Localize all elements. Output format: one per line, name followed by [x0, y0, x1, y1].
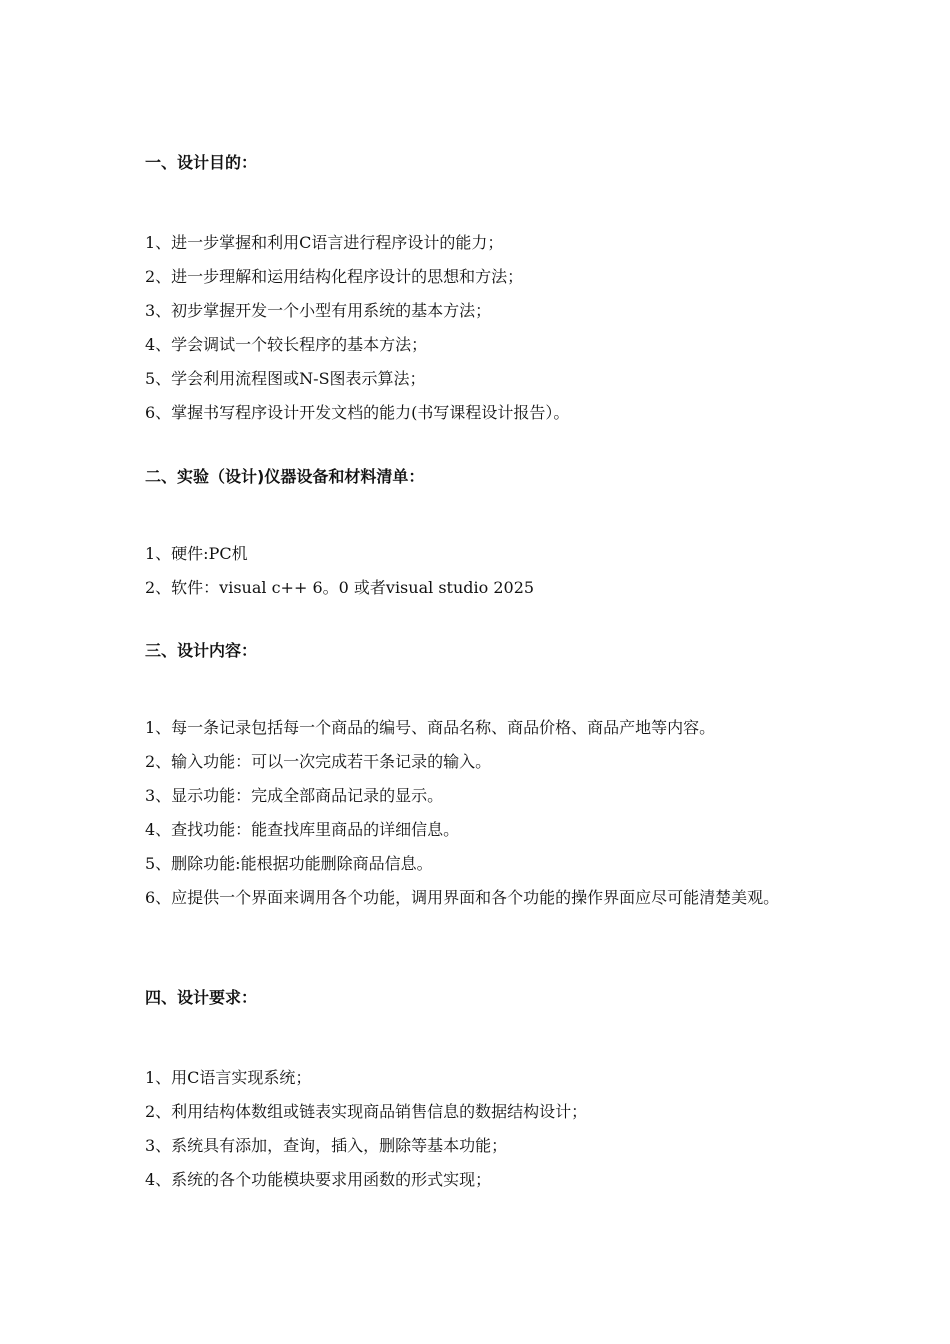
list-item: 5、删除功能:能根据功能删除商品信息。 [145, 854, 433, 873]
section-design-purpose-list [145, 226, 835, 430]
list-item: 3、显示功能：完成全部商品记录的显示。 [145, 786, 444, 805]
list-item: 1、用C语言实现系统； [145, 1068, 312, 1087]
section-heading: 二、实验（设计)仪器设备和材料清单： [145, 467, 425, 486]
list-item: 4、学会调试一个较长程序的基本方法； [145, 335, 428, 354]
item-list [145, 537, 835, 605]
item-list [145, 1061, 835, 1197]
section-design-requirements-list [145, 1061, 835, 1197]
list-item: 3、初步掌握开发一个小型有用系统的基本方法； [145, 301, 492, 320]
list-item: 2、软件：visual c++ 6。0 或者visual studio 2025 [145, 578, 535, 597]
list-item: 4、系统的各个功能模块要求用函数的形式实现； [145, 1170, 492, 1189]
list-item: 6、掌握书写程序设计开发文档的能力(书写课程设计报告）。 [145, 403, 570, 422]
section-design-requirements [145, 988, 835, 1008]
list-item: 2、输入功能：可以一次完成若干条记录的输入。 [145, 752, 492, 771]
list-item: 1、每一条记录包括每一个商品的编号、商品名称、商品价格、商品产地等内容。 [145, 718, 716, 737]
section-design-content-list [145, 711, 835, 915]
section-design-content [145, 641, 835, 661]
list-item: 2、进一步理解和运用结构化程序设计的思想和方法； [145, 267, 524, 286]
list-item: 5、学会利用流程图或N-S图表示算法； [145, 369, 426, 388]
list-item: 2、利用结构体数组或链表实现商品销售信息的数据结构设计； [145, 1102, 588, 1121]
list-item: 3、系统具有添加，查询，插入，删除等基本功能； [145, 1136, 508, 1155]
section-design-purpose [145, 153, 835, 173]
list-item: 6、应提供一个界面来调用各个功能，调用界面和各个功能的操作界面应尽可能清楚美观。 [145, 888, 780, 907]
section-heading: 四、设计要求： [145, 988, 258, 1007]
list-item: 1、硬件:PC机 [145, 544, 248, 563]
section-equipment [145, 467, 835, 487]
section-heading: 三、设计内容： [145, 641, 258, 660]
list-item: 1、进一步掌握和利用C语言进行程序设计的能力； [145, 233, 504, 252]
section-heading: 一、设计目的： [145, 153, 258, 172]
item-list [145, 226, 835, 430]
section-equipment-list [145, 537, 835, 605]
list-item: 4、查找功能：能查找库里商品的详细信息。 [145, 820, 460, 839]
item-list [145, 711, 835, 915]
